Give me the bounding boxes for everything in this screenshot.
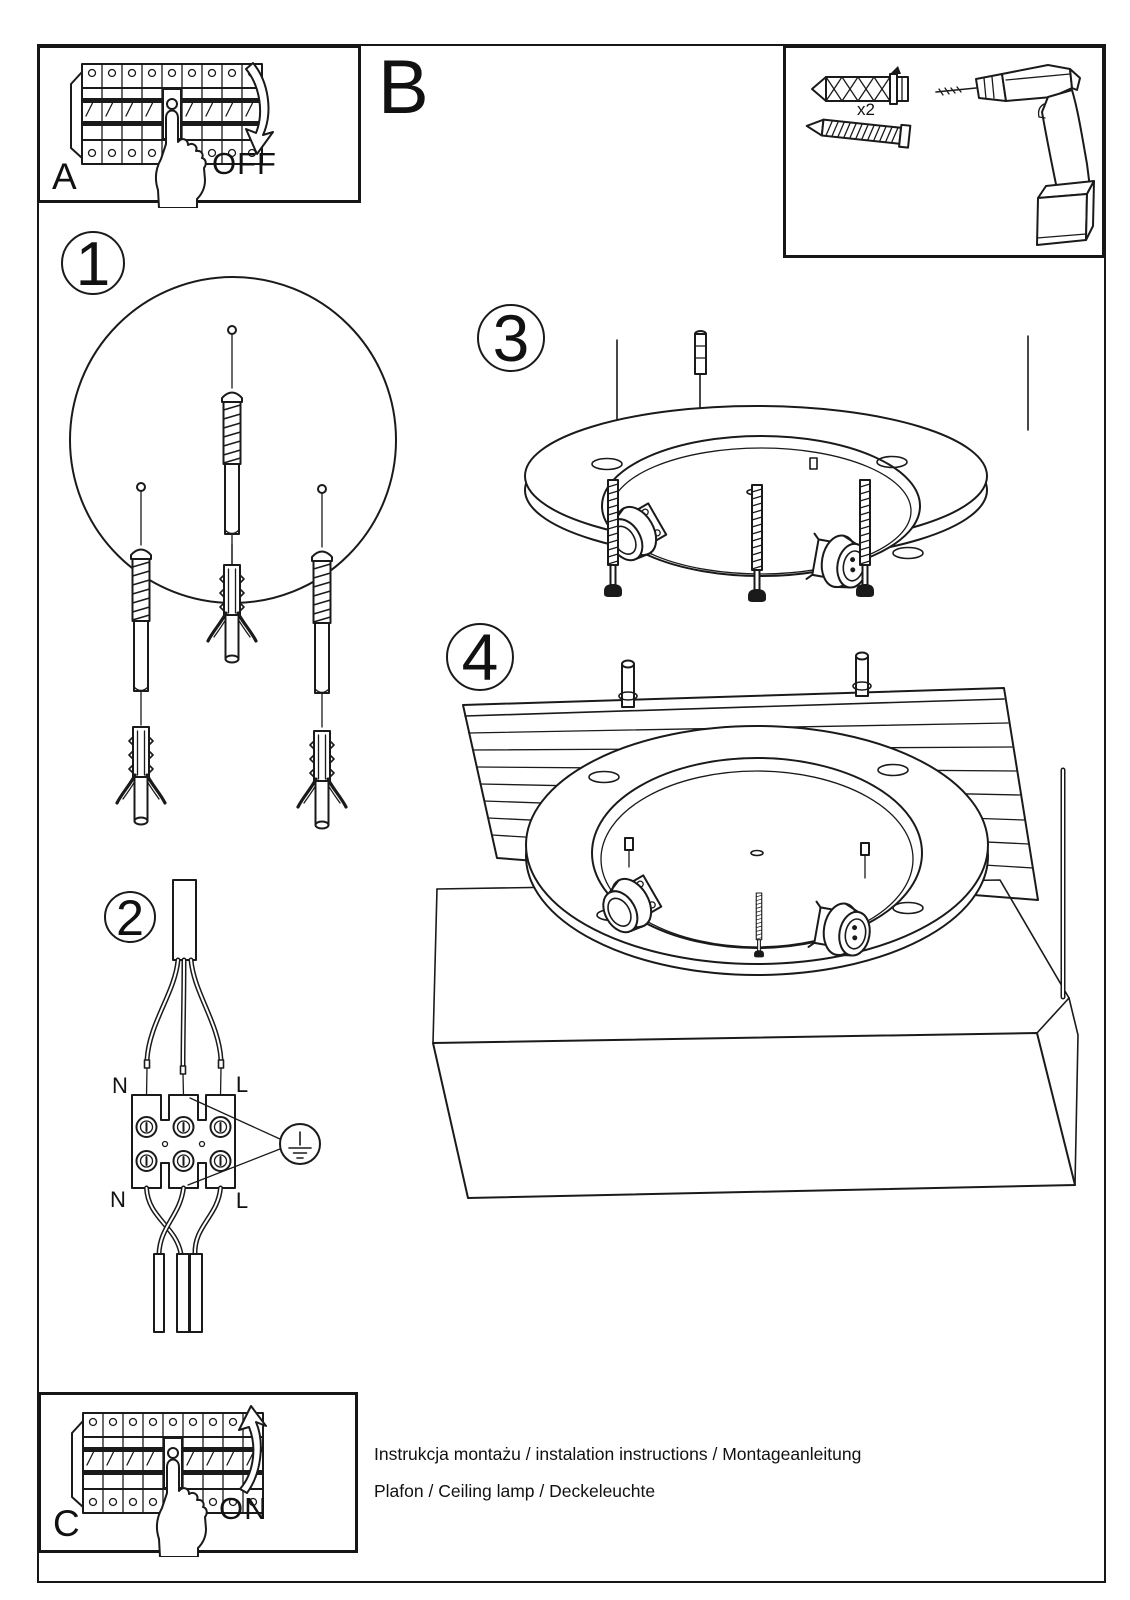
label-l-bottom: L bbox=[235, 1188, 249, 1213]
section-a-label: A bbox=[52, 156, 77, 197]
step-2-badge bbox=[105, 890, 155, 946]
anchor-quantity: x2 bbox=[857, 100, 875, 119]
tools-box bbox=[783, 45, 1105, 258]
terminal-block bbox=[132, 1095, 235, 1188]
on-label: ON bbox=[219, 1491, 268, 1526]
arrow-down-icon bbox=[228, 60, 288, 160]
arrow-up-icon bbox=[229, 1405, 289, 1500]
step-4-number: 4 bbox=[461, 620, 499, 694]
plate-hole bbox=[893, 548, 923, 559]
drill-icon bbox=[936, 65, 1094, 245]
label-n-bottom: N bbox=[110, 1187, 126, 1212]
power-off-box bbox=[37, 45, 361, 203]
step-2-number: 2 bbox=[116, 890, 144, 946]
screw-anchor-assembly-right bbox=[298, 485, 346, 829]
power-cable bbox=[145, 880, 224, 1096]
lamp-wires bbox=[147, 1188, 221, 1332]
step-1-figure bbox=[37, 225, 430, 845]
ground-symbol-icon bbox=[280, 1124, 320, 1164]
step-1-number: 1 bbox=[75, 230, 111, 299]
power-on-box bbox=[38, 1392, 358, 1553]
section-c-label: C bbox=[53, 1503, 80, 1544]
step-3-badge bbox=[478, 301, 544, 375]
off-label: OFF bbox=[212, 146, 277, 181]
step-4-figure bbox=[420, 585, 1110, 1290]
label-n-top: N bbox=[112, 1073, 128, 1098]
screw-icon bbox=[806, 115, 911, 148]
step-4-badge bbox=[447, 620, 513, 694]
step-2-figure bbox=[90, 858, 345, 1345]
wall-plug-icon bbox=[812, 66, 908, 104]
step-3-number: 3 bbox=[492, 301, 530, 375]
footer-line-1: Instrukcja montażu / instalation instructions / Montageanleitung bbox=[374, 1444, 862, 1464]
step-1-badge bbox=[62, 230, 124, 299]
screw-anchor-assembly-left bbox=[117, 483, 165, 825]
section-b-label: B bbox=[378, 45, 429, 130]
screw-anchor-assembly-center bbox=[208, 326, 256, 663]
label-l-top: L bbox=[235, 1072, 249, 1097]
footer-line-2: Plafon / Ceiling lamp / Deckeleuchte bbox=[374, 1481, 656, 1501]
